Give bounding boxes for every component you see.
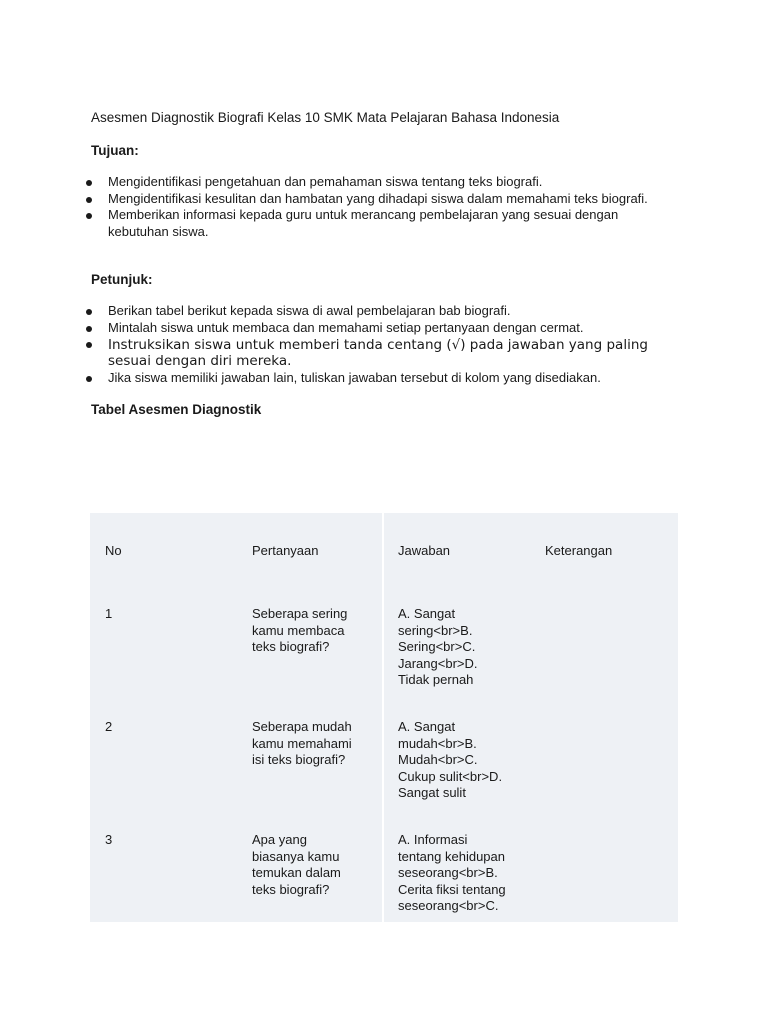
- header-pertanyaan: Pertanyaan: [252, 543, 319, 558]
- list-item: Instruksikan siswa untuk memberi tanda centang (√) pada jawaban yang paling sesuai dengan diri mereka.: [0, 337, 668, 369]
- row-1-no: 1: [105, 606, 113, 621]
- row-1-jawaban: A. Sangat sering<br>B. Sering<br>C. Jarang<br>D. Tidak pernah: [398, 606, 478, 687]
- row-1-pertanyaan: Seberapa sering kamu membaca teks biografi?: [252, 606, 348, 654]
- list-item: Memberikan informasi kepada guru untuk merancang pembelajaran yang sesuai dengan kebutuhan siswa.: [0, 207, 668, 240]
- row-3-pertanyaan: Apa yang biasanya kamu temukan dalam teks biografi?: [252, 832, 341, 897]
- row-3-no: 3: [105, 832, 113, 847]
- list-item: Mintalah siswa untuk membaca dan memahami setiap pertanyaan dengan cermat.: [0, 320, 668, 337]
- header-jawaban: Jawaban: [398, 543, 451, 558]
- header-no: No: [105, 543, 122, 558]
- bullet-icon: [86, 197, 92, 203]
- row-2-pertanyaan: Seberapa mudah kamu memahami isi teks biografi?: [252, 719, 352, 767]
- petunjuk-list: [0, 303, 768, 387]
- bullet-icon: [86, 309, 92, 315]
- assessment-table: [90, 513, 678, 922]
- bullet-icon: [86, 326, 92, 332]
- bullet-icon: [86, 376, 92, 382]
- tujuan-heading: Tujuan:: [91, 143, 139, 158]
- document-title: Asesmen Diagnostik Biografi Kelas 10 SMK Mata Pelajaran Bahasa Indonesia: [91, 110, 560, 125]
- bullet-icon: [86, 213, 92, 219]
- tujuan-list: [0, 174, 768, 240]
- row-2-no: 2: [105, 719, 113, 734]
- list-item: Jika siswa memiliki jawaban lain, tuliskan jawaban tersebut di kolom yang disediakan.: [0, 370, 668, 387]
- bullet-icon: [86, 180, 92, 186]
- bullet-icon: [86, 342, 92, 348]
- list-item: Berikan tabel berikut kepada siswa di awal pembelajaran bab biografi.: [0, 303, 668, 320]
- row-2-jawaban: A. Sangat mudah<br>B. Mudah<br>C. Cukup sulit<br>D. Sangat sulit: [398, 719, 503, 800]
- column-divider: [382, 513, 384, 922]
- list-item: Mengidentifikasi pengetahuan dan pemahaman siswa tentang teks biografi.: [0, 174, 668, 191]
- row-3-jawaban: A. Informasi tentang kehidupan seseorang<br>B. Cerita fiksi tentang seseorang<br>C.: [398, 832, 506, 913]
- table-heading: Tabel Asesmen Diagnostik: [91, 402, 262, 417]
- list-item: Mengidentifikasi kesulitan dan hambatan yang dihadapi siswa dalam memahami teks biografi.: [0, 191, 668, 208]
- petunjuk-heading: Petunjuk:: [91, 272, 153, 287]
- header-keterangan: Keterangan: [545, 543, 613, 558]
